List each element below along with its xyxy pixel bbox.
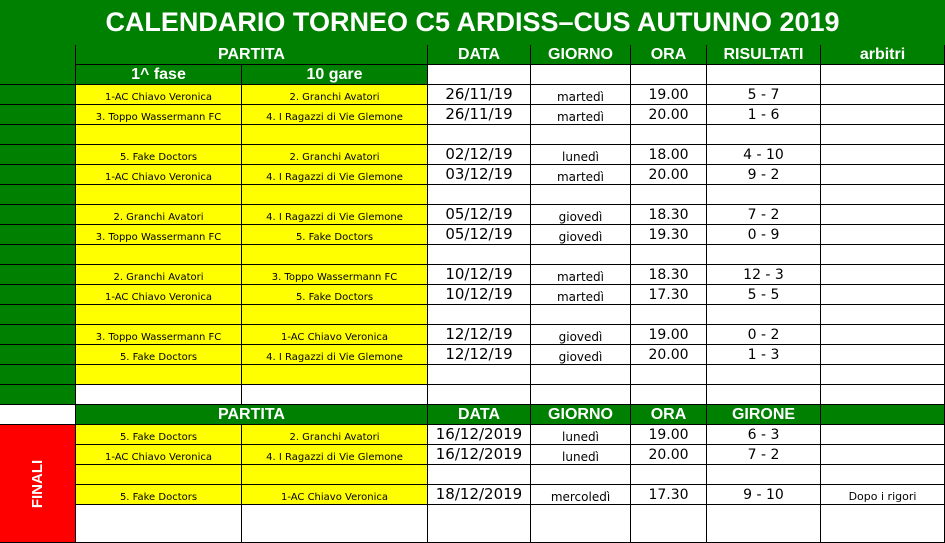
time-cell: 19.00 <box>631 85 707 105</box>
day-cell: giovedì <box>531 345 631 365</box>
empty-cell <box>76 365 242 385</box>
row-margin <box>0 345 76 365</box>
empty-cell <box>631 365 707 385</box>
empty-cell <box>242 305 428 325</box>
header-blank <box>821 65 945 85</box>
finals-header-empty <box>821 405 945 425</box>
empty-cell <box>707 305 821 325</box>
empty-cell <box>821 245 945 265</box>
empty-cell <box>531 245 631 265</box>
header-blank <box>707 65 821 85</box>
date-cell: 12/12/19 <box>428 325 531 345</box>
date-cell: 26/11/19 <box>428 85 531 105</box>
empty-cell <box>76 245 242 265</box>
time-cell: 20.00 <box>631 165 707 185</box>
empty-cell <box>821 465 945 485</box>
empty-cell <box>707 365 821 385</box>
row-margin <box>0 85 76 105</box>
empty-cell <box>707 465 821 485</box>
empty-cell <box>821 365 945 385</box>
row-margin <box>0 125 76 145</box>
referee-cell <box>821 265 945 285</box>
header-partita: PARTITA <box>76 45 428 65</box>
date-cell: 02/12/19 <box>428 145 531 165</box>
empty-cell <box>242 185 428 205</box>
empty-cell <box>428 465 531 485</box>
header-blank <box>631 65 707 85</box>
finals-header-giorno: GIORNO <box>531 405 631 425</box>
empty-cell <box>242 465 428 485</box>
away-team-cell: 4. I Ragazzi di Vie Glemone <box>242 345 428 365</box>
row-margin <box>0 245 76 265</box>
day-cell: giovedì <box>531 205 631 225</box>
date-cell: 12/12/19 <box>428 345 531 365</box>
empty-cell <box>707 505 821 543</box>
result-cell: 0 - 9 <box>707 225 821 245</box>
empty-cell <box>428 125 531 145</box>
empty-cell <box>242 385 428 405</box>
empty-cell <box>428 505 531 543</box>
home-team-cell: 1-AC Chiavo Veronica <box>76 285 242 305</box>
day-cell: giovedì <box>531 325 631 345</box>
time-cell: 20.00 <box>631 345 707 365</box>
row-margin <box>0 225 76 245</box>
empty-cell <box>428 185 531 205</box>
empty-cell <box>428 385 531 405</box>
row-margin <box>0 365 76 385</box>
date-cell: 16/12/2019 <box>428 425 531 445</box>
empty-cell <box>707 125 821 145</box>
empty-cell <box>631 245 707 265</box>
day-cell: martedì <box>531 265 631 285</box>
home-team-cell: 1-AC Chiavo Veronica <box>76 85 242 105</box>
home-team-cell: 5. Fake Doctors <box>76 145 242 165</box>
empty-cell <box>631 465 707 485</box>
date-cell: 10/12/19 <box>428 285 531 305</box>
result-cell: 6 - 3 <box>707 425 821 445</box>
result-cell: 5 - 7 <box>707 85 821 105</box>
empty-cell <box>531 385 631 405</box>
result-cell: 9 - 2 <box>707 165 821 185</box>
result-cell: 5 - 5 <box>707 285 821 305</box>
referee-cell <box>821 205 945 225</box>
result-cell: 9 - 10 <box>707 485 821 505</box>
home-team-cell: 1-AC Chiavo Veronica <box>76 165 242 185</box>
row-margin-header <box>0 45 76 85</box>
result-cell: 1 - 6 <box>707 105 821 125</box>
away-team-cell: 4. I Ragazzi di Vie Glemone <box>242 445 428 465</box>
referee-cell <box>821 105 945 125</box>
row-margin <box>0 105 76 125</box>
finals-header-girone: GIRONE <box>707 405 821 425</box>
row-margin <box>0 385 76 405</box>
row-margin <box>0 165 76 185</box>
empty-cell <box>428 305 531 325</box>
referee-cell <box>821 345 945 365</box>
referee-cell <box>821 285 945 305</box>
finals-label-cell <box>0 425 76 543</box>
time-cell: 17.30 <box>631 285 707 305</box>
day-cell: martedì <box>531 165 631 185</box>
day-cell: lunedì <box>531 425 631 445</box>
away-team-cell: 2. Granchi Avatori <box>242 145 428 165</box>
empty-cell <box>531 305 631 325</box>
time-cell: 19.30 <box>631 225 707 245</box>
finals-header-data: DATA <box>428 405 531 425</box>
header-arbitri: arbitri <box>821 45 945 65</box>
row-margin <box>0 185 76 205</box>
empty-cell <box>707 185 821 205</box>
date-cell: 03/12/19 <box>428 165 531 185</box>
finals-label: FINALI <box>29 459 46 509</box>
date-cell: 26/11/19 <box>428 105 531 125</box>
header-blank <box>531 65 631 85</box>
header-data: DATA <box>428 45 531 65</box>
empty-cell <box>428 365 531 385</box>
header-gare: 10 gare <box>242 65 428 85</box>
empty-cell <box>242 245 428 265</box>
away-team-cell: 5. Fake Doctors <box>242 225 428 245</box>
empty-cell <box>531 365 631 385</box>
home-team-cell: 5. Fake Doctors <box>76 485 242 505</box>
away-team-cell: 2. Granchi Avatori <box>242 425 428 445</box>
day-cell: martedì <box>531 85 631 105</box>
result-cell: 1 - 3 <box>707 345 821 365</box>
empty-cell <box>531 185 631 205</box>
time-cell: 20.00 <box>631 105 707 125</box>
header-ora: ORA <box>631 45 707 65</box>
date-cell: 05/12/19 <box>428 225 531 245</box>
referee-cell <box>821 165 945 185</box>
time-cell: 18.30 <box>631 205 707 225</box>
home-team-cell: 5. Fake Doctors <box>76 345 242 365</box>
referee-cell <box>821 225 945 245</box>
result-cell: 7 - 2 <box>707 445 821 465</box>
empty-cell <box>242 125 428 145</box>
time-cell: 18.30 <box>631 265 707 285</box>
referee-cell <box>821 85 945 105</box>
time-cell: 19.00 <box>631 425 707 445</box>
day-cell: giovedì <box>531 225 631 245</box>
row-margin <box>0 325 76 345</box>
day-cell: lunedì <box>531 445 631 465</box>
day-cell: lunedì <box>531 145 631 165</box>
finals-header-partita: PARTITA <box>76 405 428 425</box>
away-team-cell: 2. Granchi Avatori <box>242 85 428 105</box>
day-cell: martedì <box>531 285 631 305</box>
empty-cell <box>242 365 428 385</box>
finals-header-ora: ORA <box>631 405 707 425</box>
empty-cell <box>707 385 821 405</box>
away-team-cell: 1-AC Chiavo Veronica <box>242 485 428 505</box>
result-cell: 12 - 3 <box>707 265 821 285</box>
time-cell: 18.00 <box>631 145 707 165</box>
time-cell: 19.00 <box>631 325 707 345</box>
result-cell: 4 - 10 <box>707 145 821 165</box>
empty-cell <box>631 125 707 145</box>
home-team-cell: 2. Granchi Avatori <box>76 265 242 285</box>
away-team-cell: 5. Fake Doctors <box>242 285 428 305</box>
page-title: CALENDARIO TORNEO C5 ARDISS–CUS AUTUNNO 2019 <box>0 0 945 45</box>
empty-cell <box>821 185 945 205</box>
result-cell: 0 - 2 <box>707 325 821 345</box>
row-margin <box>0 145 76 165</box>
referee-cell: Dopo i rigori <box>821 485 945 505</box>
empty-cell <box>531 465 631 485</box>
referee-cell <box>821 325 945 345</box>
home-team-cell: 1-AC Chiavo Veronica <box>76 445 242 465</box>
date-cell: 05/12/19 <box>428 205 531 225</box>
row-margin <box>0 205 76 225</box>
empty-cell <box>821 385 945 405</box>
empty-cell <box>631 305 707 325</box>
result-cell: 7 - 2 <box>707 205 821 225</box>
away-team-cell: 3. Toppo Wassermann FC <box>242 265 428 285</box>
empty-cell <box>631 385 707 405</box>
empty-cell <box>76 185 242 205</box>
empty-cell <box>821 305 945 325</box>
referee-cell <box>821 145 945 165</box>
referee-cell <box>821 445 945 465</box>
date-cell: 18/12/2019 <box>428 485 531 505</box>
empty-cell <box>631 185 707 205</box>
row-margin <box>0 305 76 325</box>
empty-cell <box>428 245 531 265</box>
empty-cell <box>76 305 242 325</box>
referee-cell <box>821 425 945 445</box>
away-team-cell: 4. I Ragazzi di Vie Glemone <box>242 105 428 125</box>
empty-cell <box>531 505 631 543</box>
empty-cell <box>821 505 945 543</box>
header-fase: 1^ fase <box>76 65 242 85</box>
time-cell: 17.30 <box>631 485 707 505</box>
date-cell: 10/12/19 <box>428 265 531 285</box>
date-cell: 16/12/2019 <box>428 445 531 465</box>
header-blank <box>428 65 531 85</box>
empty-cell <box>707 245 821 265</box>
empty-cell <box>76 125 242 145</box>
home-team-cell: 3. Toppo Wassermann FC <box>76 325 242 345</box>
away-team-cell: 4. I Ragazzi di Vie Glemone <box>242 205 428 225</box>
away-team-cell: 1-AC Chiavo Veronica <box>242 325 428 345</box>
empty-cell <box>76 505 242 543</box>
empty-cell <box>76 465 242 485</box>
row-margin <box>0 285 76 305</box>
empty-cell <box>242 505 428 543</box>
home-team-cell: 2. Granchi Avatori <box>76 205 242 225</box>
day-cell: martedì <box>531 105 631 125</box>
row-margin <box>0 265 76 285</box>
empty-cell <box>531 125 631 145</box>
header-risultati: RISULTATI <box>707 45 821 65</box>
finals-margin-header <box>0 405 76 425</box>
home-team-cell: 5. Fake Doctors <box>76 425 242 445</box>
empty-cell <box>821 125 945 145</box>
empty-cell <box>631 505 707 543</box>
home-team-cell: 3. Toppo Wassermann FC <box>76 225 242 245</box>
empty-cell <box>76 385 242 405</box>
home-team-cell: 3. Toppo Wassermann FC <box>76 105 242 125</box>
time-cell: 20.00 <box>631 445 707 465</box>
away-team-cell: 4. I Ragazzi di Vie Glemone <box>242 165 428 185</box>
day-cell: mercoledì <box>531 485 631 505</box>
header-giorno: GIORNO <box>531 45 631 65</box>
